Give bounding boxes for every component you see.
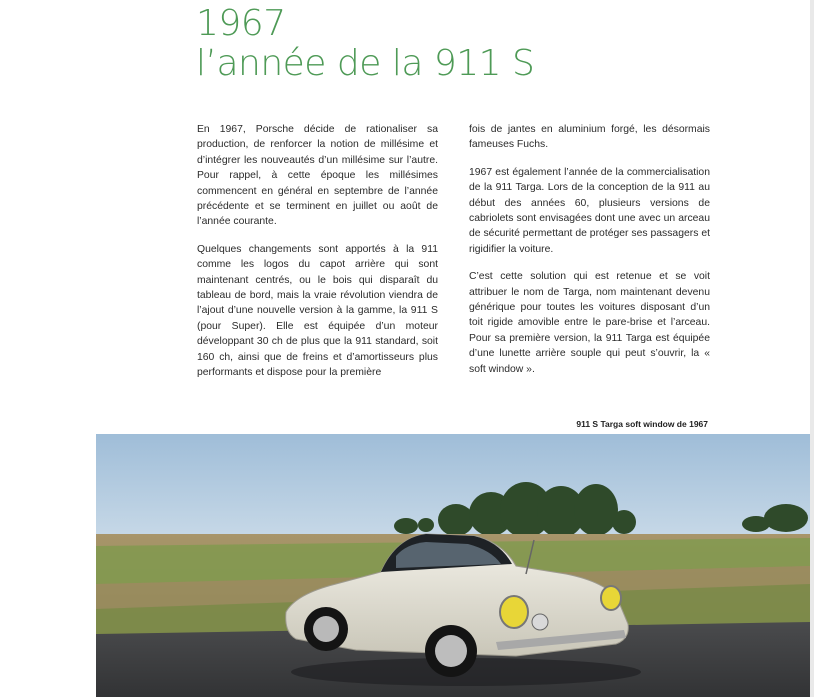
paragraph: fois de jantes en aluminium forgé, les désormais fameuses Fuchs. (469, 124, 710, 151)
title-subtitle: l’année de la 911 S (196, 43, 535, 84)
car-photo-illustration (96, 434, 810, 697)
car-photo (96, 434, 810, 697)
text-column-right (469, 122, 710, 389)
photo-caption: 911 S Targa soft window de 1967 (576, 419, 708, 429)
paragraph: En 1967, Porsche décide de rationaliser sa production, de renforcer la notion de millésime et d’intégrer les nouveautés d’un millésime sur l’autre. Pour rappel, à cette époque les millésimes commencent en général en septembre de l’année précédente et se terminent en juillet ou août de l’année courante. (197, 124, 438, 228)
title-year: 1967 (196, 3, 286, 44)
text-column-left (197, 122, 438, 393)
paragraph: C’est cette solution qui est retenue et se voit attribuer le nom de Targa, nom maintenant devenu générique pour toutes les voitures disposant d’un toit rigide amovible entre le pare-brise et l’arceau. Pour sa première version, la 911 Targa est équipée d’une lunette arrière souple qui peut s’ouvrir, la « soft window ». (469, 271, 710, 375)
paragraph: Quelques changements sont apportés à la 911 comme les logos du capot arrière qui sont maintenant centrés, ou le bois qui disparaît du tableau de bord, mais la vraie révolution viendra de l’ajout d’une nouvelle version à la gamme, la 911 S (pour Super). Elle est équipée d’un moteur développant 30 ch de plus que la 911 standard, soit 160 ch, ainsi que de freins et d’amortisseurs plus performants et dispose pour la première (197, 243, 438, 379)
page-edge (810, 0, 814, 697)
paragraph: 1967 est également l’année de la commercialisation de la 911 Targa. Lors de la conception de la 911 au début des années 60, plusieurs versions de cabriolets sont envisagées dont une avec un arceau de sécurité permettant de protéger ses passagers et rigidifier la voiture. (469, 166, 710, 255)
page-title (196, 4, 534, 84)
